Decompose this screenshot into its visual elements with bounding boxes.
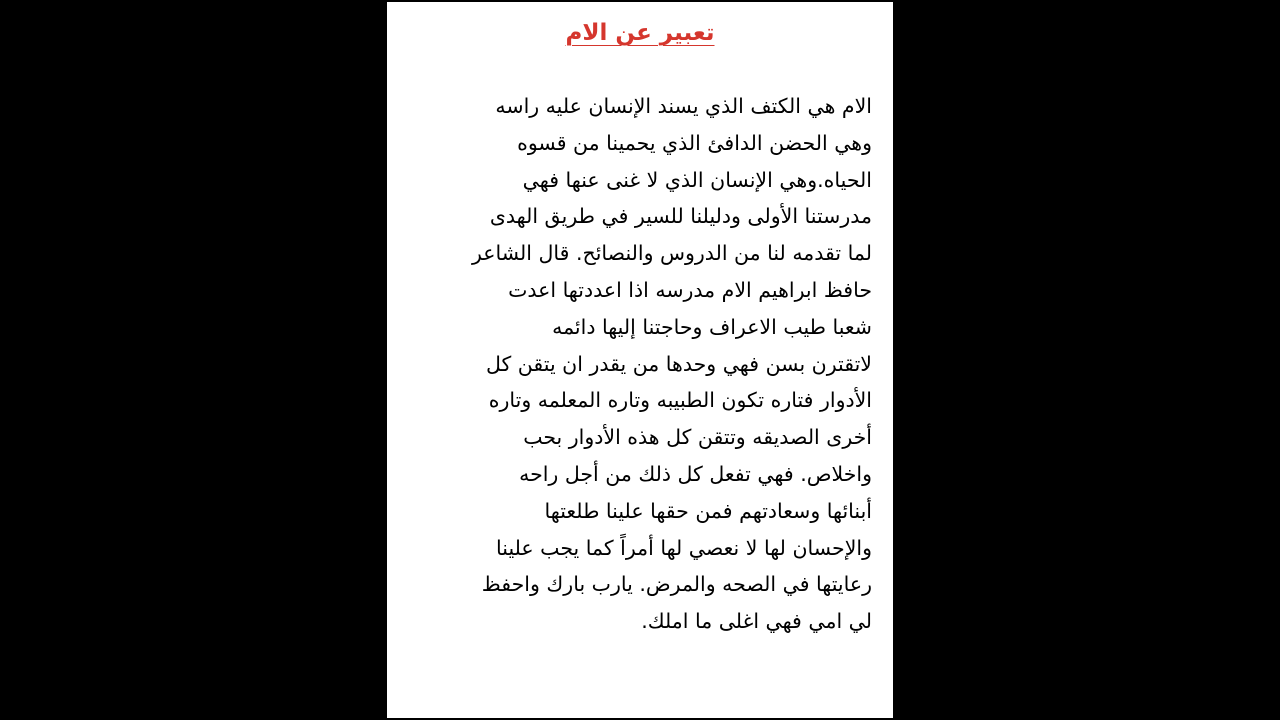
essay-line: أخرى الصديقه وتتقن كل هذه الأدوار بحب (523, 425, 872, 450)
essay-line: لي امي فهي اغلى ما املك. (641, 609, 872, 634)
essay-line: الحياه.وهي الإنسان الذي لا غنى عنها فهي (522, 167, 872, 192)
essay-line: شعبا طيب الاعراف وحاجتنا إليها دائمه (552, 314, 872, 339)
essay-line: والإحسان لها لا نعصي لها أمراً كما يجب علينا (496, 535, 872, 560)
essay-body (402, 88, 872, 640)
document-title: تعبير عن الام (565, 20, 715, 46)
essay-line: واخلاص. فهي تفعل كل ذلك من أجل راحه (519, 461, 872, 486)
essay-line: الام هي الكتف الذي يسند الإنسان عليه راسه (495, 94, 872, 118)
essay-line: لما تقدمه لنا من الدروس والنصائح. قال الشاعر (471, 241, 872, 266)
essay-line: حافظ ابراهيم الام مدرسه اذا اعددتها اعدت (508, 277, 872, 302)
document-page (387, 2, 893, 718)
essay-line: الأدوار فتاره تكون الطبيبه وتاره المعلمه وتاره (488, 388, 872, 413)
essay-line: رعايتها في الصحه والمرض. يارب بارك واحفظ (481, 572, 872, 597)
essay-line: لاتقترن بسن فهي وحدها من يقدر ان يتقن كل (486, 351, 872, 376)
essay-line: مدرستنا الأولى ودليلنا للسير في طريق الهدى (489, 204, 872, 229)
essay-line: وهي الحضن الدافئ الذي يحمينا من قسوه (517, 130, 872, 155)
essay-line: أبنائها وسعادتهم فمن حقها علينا طلعتها (544, 498, 872, 523)
